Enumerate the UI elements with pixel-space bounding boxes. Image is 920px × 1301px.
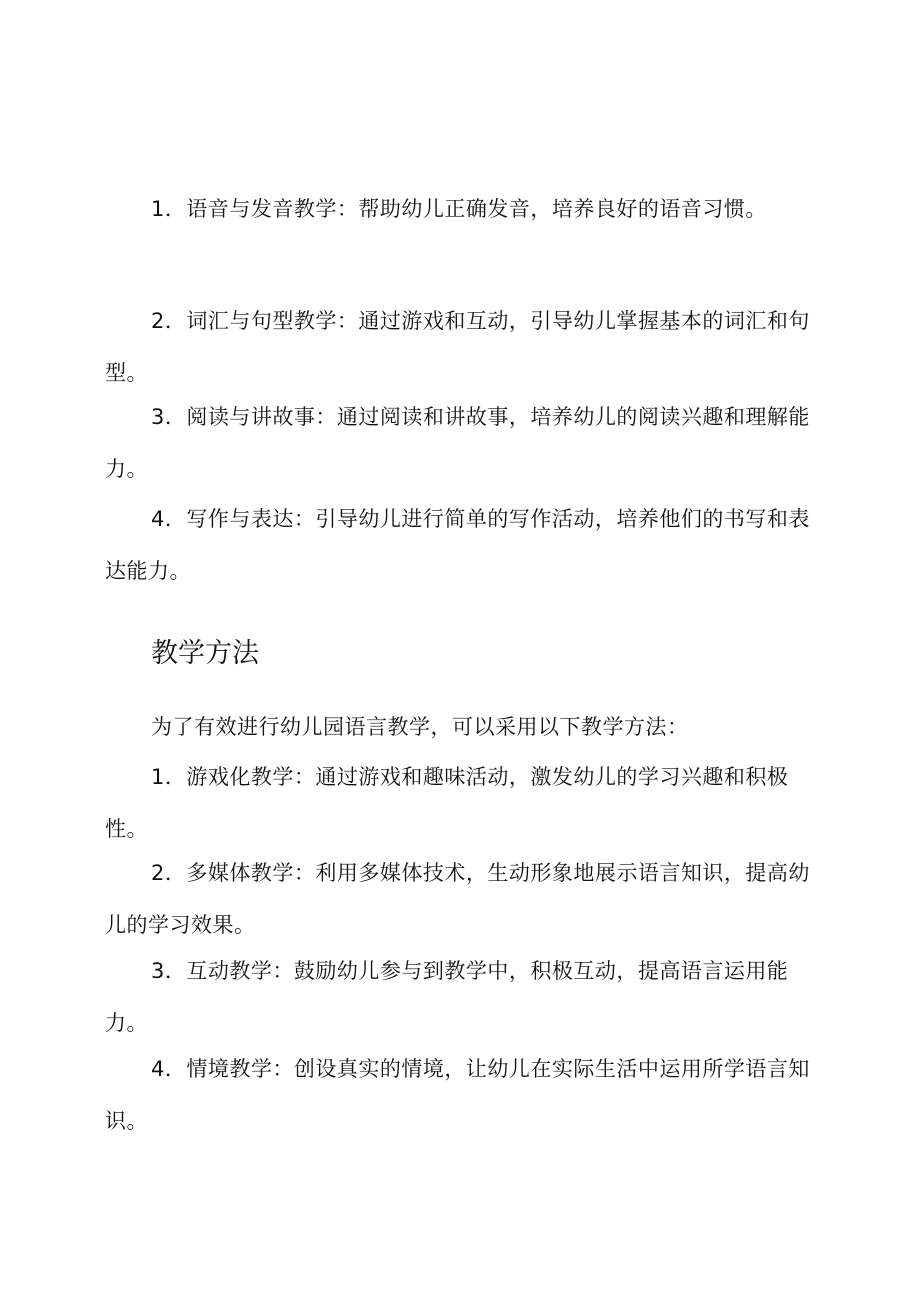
method-item-gamified: 1．游戏化教学：通过游戏和趣味活动，激发幼儿的学习兴趣和积极性。 <box>105 765 789 841</box>
content-item-vocabulary: 2．词汇与句型教学：通过游戏和互动，引导幼儿掌握基本的词汇和句型。 <box>105 309 810 385</box>
content-item-reading: 3．阅读与讲故事：通过阅读和讲故事，培养幼儿的阅读兴趣和理解能力。 <box>105 405 810 481</box>
method-item-interactive: 3．互动教学：鼓励幼儿参与到教学中，积极互动，提高语言运用能力。 <box>105 959 789 1035</box>
content-item-writing: 4．写作与表达：引导幼儿进行简单的写作活动，培养他们的书写和表达能力。 <box>105 507 810 583</box>
method-item-situational: 4．情境教学：创设真实的情境，让幼儿在实际生活中运用所学语言知识。 <box>105 1057 810 1133</box>
method-item-multimedia: 2．多媒体教学：利用多媒体技术，生动形象地展示语言知识，提高幼儿的学习效果。 <box>105 861 810 937</box>
methods-intro: 为了有效进行幼儿园语言教学，可以采用以下教学方法： <box>151 715 689 739</box>
content-item-pronunciation: 1．语音与发音教学：帮助幼儿正确发音，培养良好的语音习惯。 <box>151 197 767 221</box>
section-heading-methods: 教学方法 <box>151 638 259 669</box>
